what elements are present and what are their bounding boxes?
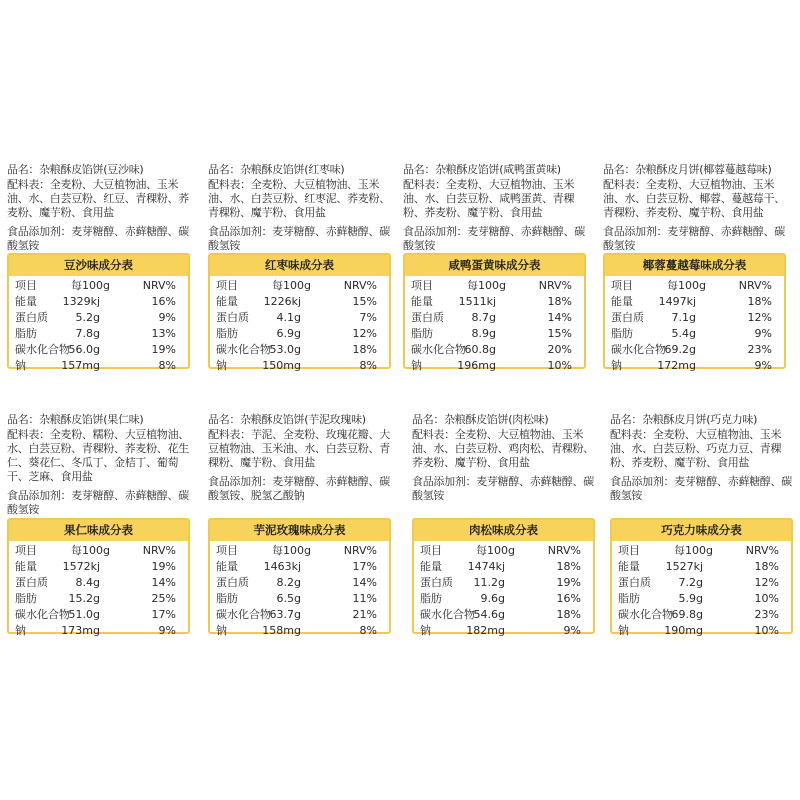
additives-text: 食品添加剂：麦芽糖醇、赤藓糖醇、碳酸氢铵 bbox=[610, 475, 792, 502]
product-info bbox=[7, 413, 193, 517]
product-panel-yuni bbox=[208, 413, 394, 637]
product-name: 品名：杂粮酥皮月饼(椰蓉蔓越莓味) bbox=[603, 163, 772, 176]
additives-text: 食品添加剂：麦芽糖醇、赤藓糖醇、碳酸氢铵 bbox=[412, 475, 594, 502]
product-panel-dousha bbox=[7, 163, 193, 372]
ingredients-text: 配料表：全麦粉、大豆植物油、玉米油、水、白芸豆粉、椰蓉、蔓越莓干、青稞粉、荞麦粉、魔芋粉、食用盐 bbox=[603, 178, 785, 219]
table-row-protein: 蛋白质 4.1g 7% bbox=[216, 311, 377, 324]
nutrition-table-title: 豆沙味成分表 bbox=[9, 255, 188, 276]
nutrition-table-title: 椰蓉蔓越莓味成分表 bbox=[605, 255, 784, 276]
ingredients-text: 配料表：全麦粉、大豆植物油、玉米油、水、白芸豆粉、鸡肉松、青稞粉、荞麦粉、魔芋粉、食用盐 bbox=[412, 428, 594, 469]
table-row-energy: 能量 1511kj 18% bbox=[411, 295, 572, 308]
nutrition-table bbox=[7, 253, 190, 372]
ingredients-text: 配料表：全麦粉、大豆植物油、玉米油、水、白芸豆粉、咸鸭蛋黄、青稞粉、荞麦粉、魔芋粉、食用盐 bbox=[403, 178, 575, 219]
table-row-protein: 蛋白质 8.2g 14% bbox=[216, 576, 377, 589]
table-row-protein: 蛋白质 8.4g 14% bbox=[15, 576, 176, 589]
product-info bbox=[7, 163, 193, 253]
product-panel-rousong bbox=[412, 413, 598, 637]
product-info bbox=[412, 413, 598, 503]
nutrition-table bbox=[208, 253, 391, 372]
table-row-protein: 蛋白质 5.2g 9% bbox=[15, 311, 176, 324]
nutrition-table-title: 肉松味成分表 bbox=[414, 520, 593, 541]
table-row-fat: 脂肪 9.6g 16% bbox=[420, 592, 581, 605]
ingredients-text: 配料表：全麦粉、大豆植物油、玉米油、水、白芸豆粉、巧克力豆、青稞粉、荞麦粉、魔芋粉、食用盐 bbox=[610, 428, 782, 469]
additives-text: 食品添加剂：麦芽糖醇、赤藓糖醇、碳酸氢铵 bbox=[403, 225, 585, 252]
table-row-energy: 能量 1474kj 18% bbox=[420, 560, 581, 573]
product-panel-xianyadan bbox=[403, 163, 589, 372]
table-row-energy: 能量 1329kj 16% bbox=[15, 295, 176, 308]
table-row-carb: 碳水化合物 69.8g 23% bbox=[618, 608, 779, 621]
table-header-row: 项目 每100g NRV% bbox=[216, 279, 377, 292]
product-info bbox=[208, 163, 394, 253]
product-panel-hongzao bbox=[208, 163, 394, 372]
table-header-row: 项目 每100g NRV% bbox=[618, 544, 779, 557]
table-row-fat: 脂肪 8.9g 15% bbox=[411, 327, 572, 340]
ingredients-text: 配料表：全麦粉、糯粉、大豆植物油、水、白芸豆粉、青稞粉、荞麦粉、花生仁、葵花仁、冬瓜丁、金桔丁、葡萄干、芝麻、食用盐 bbox=[7, 428, 189, 483]
product-info bbox=[610, 413, 796, 503]
nutrition-table-title: 咸鸭蛋黄味成分表 bbox=[405, 255, 584, 276]
table-row-sodium: 钠 157mg 8% bbox=[15, 359, 176, 372]
ingredients-text: 配料表：全麦粉、大豆植物油、玉米油、水、白芸豆粉、红豆、青稞粉、荞麦粉、魔芋粉、食用盐 bbox=[7, 178, 189, 219]
table-row-sodium: 钠 172mg 9% bbox=[611, 359, 772, 372]
nutrition-table-title: 红枣味成分表 bbox=[210, 255, 389, 276]
product-name: 品名：杂粮酥皮馅饼(肉松味) bbox=[412, 413, 549, 426]
table-header-row: 项目 每100g NRV% bbox=[411, 279, 572, 292]
nutrition-table bbox=[412, 518, 595, 637]
table-row-energy: 能量 1226kj 15% bbox=[216, 295, 377, 308]
nutrition-table bbox=[208, 518, 391, 637]
product-panel-guoren bbox=[7, 413, 193, 637]
table-row-carb: 碳水化合物 56.0g 19% bbox=[15, 343, 176, 356]
table-row-sodium: 钠 190mg 10% bbox=[618, 624, 779, 637]
table-row-sodium: 钠 182mg 9% bbox=[420, 624, 581, 637]
table-row-protein: 蛋白质 8.7g 14% bbox=[411, 311, 572, 324]
table-row-energy: 能量 1463kj 17% bbox=[216, 560, 377, 573]
table-header-row: 项目 每100g NRV% bbox=[15, 544, 176, 557]
product-name: 品名：杂粮酥皮馅饼(芋泥玫瑰味) bbox=[208, 413, 366, 426]
product-info bbox=[603, 163, 789, 253]
additives-text: 食品添加剂：麦芽糖醇、赤藓糖醇、碳酸氢铵、脱氢乙酸钠 bbox=[208, 475, 390, 502]
table-row-energy: 能量 1572kj 19% bbox=[15, 560, 176, 573]
table-header-row: 项目 每100g NRV% bbox=[15, 279, 176, 292]
table-header-row: 项目 每100g NRV% bbox=[216, 544, 377, 557]
table-row-carb: 碳水化合物 53.0g 18% bbox=[216, 343, 377, 356]
table-row-protein: 蛋白质 7.1g 12% bbox=[611, 311, 772, 324]
table-header-row: 项目 每100g NRV% bbox=[420, 544, 581, 557]
table-row-carb: 碳水化合物 69.2g 23% bbox=[611, 343, 772, 356]
product-name: 品名：杂粮酥皮馅饼(豆沙味) bbox=[7, 163, 144, 176]
product-info bbox=[403, 163, 589, 253]
table-row-sodium: 钠 173mg 9% bbox=[15, 624, 176, 637]
table-row-fat: 脂肪 5.9g 10% bbox=[618, 592, 779, 605]
nutrition-table-title: 芋泥玫瑰味成分表 bbox=[210, 520, 389, 541]
ingredients-text: 配料表：芋泥、全麦粉、玫瑰花瓣、大豆植物油、玉米油、水、白芸豆粉、青稞粉、魔芋粉、食用盐 bbox=[208, 428, 390, 469]
table-row-sodium: 钠 150mg 8% bbox=[216, 359, 377, 372]
nutrition-table bbox=[610, 518, 793, 637]
additives-text: 食品添加剂：麦芽糖醇、赤藓糖醇、碳酸氢铵 bbox=[208, 225, 390, 252]
product-name: 品名：杂粮酥皮馅饼(果仁味) bbox=[7, 413, 144, 426]
nutrition-table bbox=[403, 253, 586, 372]
table-row-carb: 碳水化合物 54.6g 18% bbox=[420, 608, 581, 621]
table-row-carb: 碳水化合物 51.0g 17% bbox=[15, 608, 176, 621]
product-info bbox=[208, 413, 394, 503]
table-header-row: 项目 每100g NRV% bbox=[611, 279, 772, 292]
table-row-sodium: 钠 196mg 10% bbox=[411, 359, 572, 372]
table-row-protein: 蛋白质 11.2g 19% bbox=[420, 576, 581, 589]
table-row-energy: 能量 1497kj 18% bbox=[611, 295, 772, 308]
table-row-sodium: 钠 158mg 8% bbox=[216, 624, 377, 637]
table-row-fat: 脂肪 15.2g 25% bbox=[15, 592, 176, 605]
table-row-energy: 能量 1527kj 18% bbox=[618, 560, 779, 573]
nutrition-table-title: 巧克力味成分表 bbox=[612, 520, 791, 541]
product-panel-yerong bbox=[603, 163, 789, 372]
table-row-carb: 碳水化合物 63.7g 21% bbox=[216, 608, 377, 621]
ingredients-text: 配料表：全麦粉、大豆植物油、玉米油、水、白芸豆粉、红枣泥、荞麦粉、青稞粉、魔芋粉、食用盐 bbox=[208, 178, 390, 219]
nutrition-table bbox=[603, 253, 786, 372]
table-row-carb: 碳水化合物 60.8g 20% bbox=[411, 343, 572, 356]
additives-text: 食品添加剂：麦芽糖醇、赤藓糖醇、碳酸氢铵 bbox=[603, 225, 785, 252]
nutrition-table bbox=[7, 518, 190, 637]
nutrition-table-title: 果仁味成分表 bbox=[9, 520, 188, 541]
product-name: 品名：杂粮酥皮馅饼(咸鸭蛋黄味) bbox=[403, 163, 561, 176]
additives-text: 食品添加剂：麦芽糖醇、赤藓糖醇、碳酸氢铵 bbox=[7, 489, 189, 516]
table-row-fat: 脂肪 6.5g 11% bbox=[216, 592, 377, 605]
table-row-fat: 脂肪 7.8g 13% bbox=[15, 327, 176, 340]
product-panel-qiaokeli bbox=[610, 413, 796, 637]
table-row-fat: 脂肪 6.9g 12% bbox=[216, 327, 377, 340]
table-row-fat: 脂肪 5.4g 9% bbox=[611, 327, 772, 340]
product-name: 品名：杂粮酥皮馅饼(红枣味) bbox=[208, 163, 345, 176]
product-name: 品名：杂粮酥皮月饼(巧克力味) bbox=[610, 413, 758, 426]
additives-text: 食品添加剂：麦芽糖醇、赤藓糖醇、碳酸氢铵 bbox=[7, 225, 189, 252]
table-row-protein: 蛋白质 7.2g 12% bbox=[618, 576, 779, 589]
